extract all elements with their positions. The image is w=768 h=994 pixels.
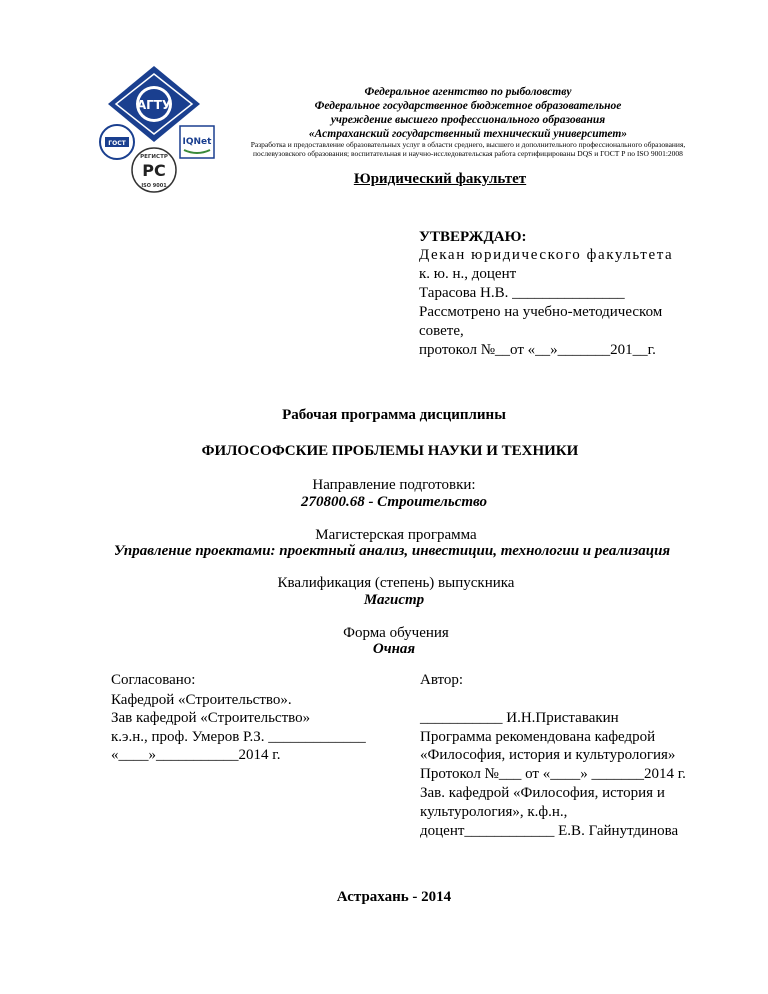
author-title: Автор:	[420, 672, 464, 688]
agreed-date: «____»___________2014 г.	[111, 747, 281, 763]
agreed-department: Кафедрой «Строительство».	[111, 692, 292, 708]
author-docent: доцент____________ Е.В. Гайнутдинова	[420, 823, 679, 839]
approval-dean: Декан юридического факультета	[419, 247, 674, 263]
header-university-name: «Астраханский государственный технический университет»	[308, 128, 628, 140]
logo-graphic	[96, 64, 234, 196]
master-value: Управление проектами: проектный анализ, инвестиции, технологии и реализация	[113, 543, 671, 559]
university-logo	[96, 64, 234, 196]
approval-protocol: протокол №__от «__»_______201__г.	[419, 342, 656, 358]
approval-degree: к. ю. н., доцент	[419, 266, 517, 282]
qualification-value: Магистр	[363, 592, 425, 608]
program-label: Рабочая программа дисциплины	[282, 407, 506, 423]
faculty-title	[230, 171, 650, 188]
header-certification-2: послевузовского образования; воспитательная и научно-исследовательская работа сертифицированы DQS и ГОСТ Р по ISO 9001:2008	[253, 149, 683, 158]
author-protocol: Протокол №___ от «____» _______2014 г.	[420, 766, 686, 782]
approval-signature: Тарасова Н.В. _______________	[419, 285, 625, 301]
header-education-level: учреждение высшего профессионального образования	[330, 114, 606, 126]
direction-label: Направление подготовки:	[312, 477, 476, 493]
approval-council: совете,	[419, 323, 464, 339]
qualification-label: Квалификация (степень) выпускника	[277, 575, 515, 591]
author-head-cont: культурология», к.ф.н.,	[420, 804, 568, 820]
svg-text:РС: РС	[142, 161, 166, 180]
cert-bottom-text: ISO 9001	[141, 183, 167, 189]
svg-text:ГОСТ: ГОСТ	[108, 140, 126, 147]
master-label: Магистерская программа	[315, 527, 477, 543]
faculty-text: Юридический факультет	[353, 171, 527, 187]
form-label: Форма обучения	[343, 625, 449, 641]
author-head: Зав. кафедрой «Философия, история и	[420, 785, 665, 801]
approval-title: УТВЕРЖДАЮ:	[419, 229, 527, 245]
city-year: Астрахань - 2014	[336, 889, 452, 905]
header-agency: Федеральное агентство по рыболовству	[364, 86, 572, 98]
cert-right-text: IQNet	[182, 137, 212, 147]
approval-reviewed: Рассмотрено на учебно-методическом	[419, 304, 663, 320]
direction-value: 270800.68 - Строительство	[300, 494, 488, 510]
author-department: «Философия, история и культурология»	[420, 747, 676, 763]
header-institution-type: Федеральное государственное бюджетное образовательное	[314, 100, 622, 112]
agreed-signature: к.э.н., проф. Умеров Р.З. _____________	[111, 729, 366, 745]
diamond-text: АГТУ	[136, 98, 172, 112]
discipline-title: ФИЛОСОФСКИЕ ПРОБЛЕМЫ НАУКИ И ТЕХНИКИ	[201, 443, 579, 459]
author-signature: ___________ И.Н.Приставакин	[420, 710, 619, 726]
cert-left-text: РЕГИСТР	[140, 154, 168, 160]
author-recommended: Программа рекомендована кафедрой	[420, 729, 656, 745]
agreed-head: Зав кафедрой «Строительство»	[111, 710, 311, 726]
form-value: Очная	[372, 641, 416, 657]
header-certification-1: Разработка и предоставление образовательных услуг в области среднего, высшего и дополнительного профессионального образования,	[250, 140, 686, 149]
agreed-title: Согласовано:	[111, 672, 196, 688]
